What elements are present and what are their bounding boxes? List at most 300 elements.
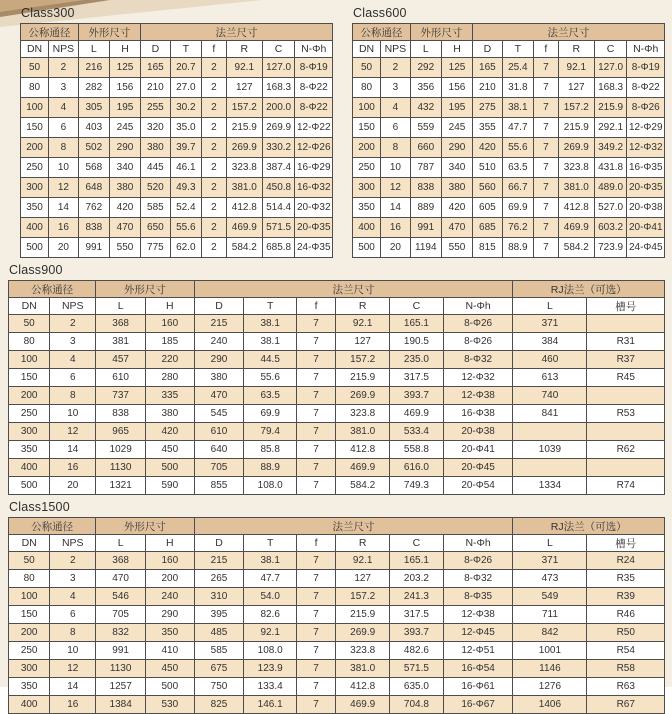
cell-d: 255 bbox=[141, 98, 171, 118]
cell-h: 350 bbox=[146, 624, 195, 642]
cell-dn: 80 bbox=[353, 78, 381, 98]
cell-r: 127 bbox=[558, 78, 594, 98]
cell-h: 125 bbox=[109, 58, 140, 78]
cell-c: 393.7 bbox=[390, 624, 444, 642]
cell-nps: 3 bbox=[50, 333, 96, 351]
cell-dn: 300 bbox=[353, 178, 381, 198]
cell-nps: 8 bbox=[50, 624, 96, 642]
column-header-t: T bbox=[170, 41, 201, 58]
cell-r: 157.2 bbox=[558, 98, 594, 118]
cell-l: 610 bbox=[96, 369, 146, 387]
cell-d: 855 bbox=[194, 477, 244, 495]
cell-h: 160 bbox=[146, 552, 195, 570]
table-row bbox=[9, 405, 665, 423]
cell-rj-l: 1039 bbox=[513, 441, 587, 459]
cell-c: 292.1 bbox=[594, 118, 627, 138]
cell-r: 323.8 bbox=[558, 158, 594, 178]
cell-l: 991 bbox=[410, 218, 441, 238]
cell-d: 640 bbox=[194, 441, 244, 459]
cell-f: 2 bbox=[201, 98, 226, 118]
cell-h: 156 bbox=[441, 78, 472, 98]
cell-f: 7 bbox=[533, 158, 558, 178]
column-group-flange-dimensions: 法兰尺寸 bbox=[194, 518, 513, 535]
cell-h: 380 bbox=[441, 178, 472, 198]
cell-dn: 200 bbox=[9, 387, 50, 405]
cell-nps: 16 bbox=[381, 218, 411, 238]
cell-t: 69.9 bbox=[502, 198, 533, 218]
column-group-flange-dimensions: 法兰尺寸 bbox=[473, 24, 665, 41]
cell-groove-no bbox=[587, 315, 665, 333]
cell-dn: 50 bbox=[353, 58, 381, 78]
cell-d: 290 bbox=[194, 351, 244, 369]
cell-l: 787 bbox=[410, 158, 441, 178]
cell-dn: 100 bbox=[9, 588, 50, 606]
cell-n-phi-h: 16-Φ29 bbox=[295, 158, 333, 178]
cell-d: 380 bbox=[141, 138, 171, 158]
cell-t: 146.1 bbox=[244, 696, 296, 714]
cell-dn: 80 bbox=[9, 570, 50, 588]
cell-dn: 400 bbox=[353, 218, 381, 238]
cell-n-phi-h: 12-Φ38 bbox=[443, 606, 513, 624]
cell-d: 355 bbox=[473, 118, 503, 138]
cell-h: 195 bbox=[441, 98, 472, 118]
column-header-f: f bbox=[533, 41, 558, 58]
cell-c: 704.8 bbox=[390, 696, 444, 714]
cell-l: 705 bbox=[96, 606, 146, 624]
cell-t: 55.6 bbox=[170, 218, 201, 238]
cell-f: 2 bbox=[201, 138, 226, 158]
cell-dn: 350 bbox=[9, 441, 50, 459]
cell-c: 241.3 bbox=[390, 588, 444, 606]
column-group-outline-dimensions: 外形尺寸 bbox=[96, 518, 194, 535]
cell-r: 127 bbox=[336, 333, 390, 351]
column-header-dn: DN bbox=[353, 41, 381, 58]
cell-f: 7 bbox=[296, 477, 335, 495]
column-header-d: D bbox=[473, 41, 503, 58]
cell-h: 280 bbox=[146, 369, 195, 387]
column-header-dn: DN bbox=[9, 298, 50, 315]
cell-groove-no bbox=[587, 459, 665, 477]
cell-r: 215.9 bbox=[336, 606, 390, 624]
table-row bbox=[353, 138, 665, 158]
column-header-n-phi-h: N-Φh bbox=[443, 535, 513, 552]
cell-groove-no bbox=[587, 423, 665, 441]
cell-r: 412.8 bbox=[336, 678, 390, 696]
table-row bbox=[9, 423, 665, 441]
table-row bbox=[21, 138, 333, 158]
cell-nps: 12 bbox=[50, 660, 96, 678]
cell-n-phi-h: 12-Φ22 bbox=[295, 118, 333, 138]
cell-d: 585 bbox=[141, 198, 171, 218]
class900-table bbox=[8, 280, 665, 495]
cell-d: 610 bbox=[194, 423, 244, 441]
cell-f: 2 bbox=[201, 238, 226, 258]
table-row bbox=[21, 98, 333, 118]
cell-f: 7 bbox=[296, 369, 335, 387]
cell-n-phi-h: 20-Φ38 bbox=[627, 198, 665, 218]
cell-d: 395 bbox=[194, 606, 244, 624]
cell-l: 568 bbox=[78, 158, 109, 178]
cell-dn: 350 bbox=[21, 198, 49, 218]
cell-dn: 400 bbox=[9, 696, 50, 714]
cell-dn: 150 bbox=[9, 369, 50, 387]
cell-nps: 4 bbox=[49, 98, 79, 118]
cell-rj-l: 740 bbox=[513, 387, 587, 405]
cell-r: 412.8 bbox=[558, 198, 594, 218]
cell-l: 381 bbox=[96, 333, 146, 351]
cell-r: 157.2 bbox=[336, 351, 390, 369]
cell-r: 584.2 bbox=[558, 238, 594, 258]
cell-d: 675 bbox=[194, 660, 244, 678]
cell-nps: 2 bbox=[50, 552, 96, 570]
cell-r: 215.9 bbox=[336, 369, 390, 387]
table-row bbox=[353, 218, 665, 238]
table-row bbox=[9, 315, 665, 333]
cell-dn: 400 bbox=[9, 459, 50, 477]
table-row bbox=[9, 570, 665, 588]
cell-r: 469.9 bbox=[336, 696, 390, 714]
cell-d: 775 bbox=[141, 238, 171, 258]
cell-t: 47.7 bbox=[502, 118, 533, 138]
cell-d: 310 bbox=[194, 588, 244, 606]
cell-t: 66.7 bbox=[502, 178, 533, 198]
cell-n-phi-h: 8-Φ26 bbox=[443, 315, 513, 333]
cell-c: 603.2 bbox=[594, 218, 627, 238]
cell-r: 412.8 bbox=[336, 441, 390, 459]
cell-l: 502 bbox=[78, 138, 109, 158]
table-title-class300: Class300 bbox=[21, 6, 75, 20]
cell-nps: 3 bbox=[381, 78, 411, 98]
cell-r: 269.9 bbox=[558, 138, 594, 158]
column-header-c: C bbox=[594, 41, 627, 58]
cell-n-phi-h: 12-Φ32 bbox=[627, 138, 665, 158]
cell-c: 533.4 bbox=[390, 423, 444, 441]
cell-groove-no: R67 bbox=[587, 696, 665, 714]
cell-d: 560 bbox=[473, 178, 503, 198]
cell-c: 317.5 bbox=[390, 606, 444, 624]
cell-h: 500 bbox=[146, 678, 195, 696]
cell-rj-l: 1406 bbox=[513, 696, 587, 714]
table-row bbox=[9, 552, 665, 570]
cell-n-phi-h: 20-Φ41 bbox=[627, 218, 665, 238]
cell-dn: 500 bbox=[21, 238, 49, 258]
cell-l: 1194 bbox=[410, 238, 441, 258]
cell-f: 7 bbox=[533, 198, 558, 218]
cell-l: 889 bbox=[410, 198, 441, 218]
column-header-groove-no: 槽号 bbox=[587, 535, 665, 552]
cell-d: 320 bbox=[141, 118, 171, 138]
cell-t: 47.7 bbox=[244, 570, 296, 588]
cell-d: 165 bbox=[473, 58, 503, 78]
cell-h: 195 bbox=[109, 98, 140, 118]
cell-f: 7 bbox=[296, 696, 335, 714]
cell-d: 485 bbox=[194, 624, 244, 642]
column-header-nps: NPS bbox=[50, 535, 96, 552]
cell-t: 44.5 bbox=[244, 351, 296, 369]
cell-nps: 12 bbox=[50, 423, 96, 441]
cell-t: 35.0 bbox=[170, 118, 201, 138]
cell-l: 305 bbox=[78, 98, 109, 118]
cell-r: 92.1 bbox=[226, 58, 262, 78]
cell-c: 349.2 bbox=[594, 138, 627, 158]
cell-f: 7 bbox=[533, 98, 558, 118]
cell-nps: 6 bbox=[381, 118, 411, 138]
cell-c: 200.0 bbox=[262, 98, 295, 118]
cell-f: 7 bbox=[296, 606, 335, 624]
cell-n-phi-h: 20-Φ32 bbox=[295, 198, 333, 218]
cell-c: 558.8 bbox=[390, 441, 444, 459]
cell-t: 76.2 bbox=[502, 218, 533, 238]
cell-dn: 150 bbox=[9, 606, 50, 624]
cell-d: 825 bbox=[194, 696, 244, 714]
cell-dn: 50 bbox=[9, 552, 50, 570]
cell-t: 82.6 bbox=[244, 606, 296, 624]
cell-f: 2 bbox=[201, 78, 226, 98]
column-header-d: D bbox=[194, 535, 244, 552]
cell-groove-no: R53 bbox=[587, 405, 665, 423]
column-header-l: L bbox=[78, 41, 109, 58]
cell-rj-l bbox=[513, 459, 587, 477]
cell-h: 245 bbox=[441, 118, 472, 138]
cell-rj-l: 549 bbox=[513, 588, 587, 606]
cell-nps: 4 bbox=[381, 98, 411, 118]
cell-nps: 4 bbox=[50, 351, 96, 369]
cell-r: 381.0 bbox=[336, 660, 390, 678]
column-group-nominal-diameter: 公称通径 bbox=[9, 518, 96, 535]
cell-dn: 80 bbox=[21, 78, 49, 98]
cell-h: 125 bbox=[441, 58, 472, 78]
cell-d: 265 bbox=[194, 570, 244, 588]
cell-t: 27.0 bbox=[170, 78, 201, 98]
cell-d: 445 bbox=[141, 158, 171, 178]
cell-c: 235.0 bbox=[390, 351, 444, 369]
table-row bbox=[353, 118, 665, 138]
cell-rj-l: 842 bbox=[513, 624, 587, 642]
cell-n-phi-h: 12-Φ32 bbox=[443, 369, 513, 387]
column-header-c: C bbox=[262, 41, 295, 58]
column-header-nps: NPS bbox=[381, 41, 411, 58]
cell-h: 420 bbox=[109, 198, 140, 218]
cell-h: 156 bbox=[109, 78, 140, 98]
cell-c: 571.5 bbox=[262, 218, 295, 238]
cell-r: 323.8 bbox=[226, 158, 262, 178]
cell-c: 269.9 bbox=[262, 118, 295, 138]
cell-dn: 250 bbox=[9, 642, 50, 660]
cell-dn: 500 bbox=[353, 238, 381, 258]
cell-r: 127 bbox=[336, 570, 390, 588]
cell-groove-no: R62 bbox=[587, 441, 665, 459]
cell-c: 127.0 bbox=[262, 58, 295, 78]
table-row bbox=[9, 678, 665, 696]
cell-rj-l: 371 bbox=[513, 552, 587, 570]
cell-dn: 250 bbox=[21, 158, 49, 178]
cell-c: 450.8 bbox=[262, 178, 295, 198]
cell-h: 245 bbox=[109, 118, 140, 138]
table-row bbox=[9, 660, 665, 678]
cell-n-phi-h: 20-Φ54 bbox=[443, 477, 513, 495]
cell-h: 185 bbox=[146, 333, 195, 351]
column-header-l: L bbox=[96, 535, 146, 552]
class900-section bbox=[8, 263, 665, 495]
cell-h: 200 bbox=[146, 570, 195, 588]
cell-t: 46.1 bbox=[170, 158, 201, 178]
column-header-t: T bbox=[502, 41, 533, 58]
cell-c: 469.9 bbox=[390, 405, 444, 423]
cell-h: 340 bbox=[109, 158, 140, 178]
cell-l: 559 bbox=[410, 118, 441, 138]
cell-rj-l: 1276 bbox=[513, 678, 587, 696]
column-group-nominal-diameter: 公称通径 bbox=[21, 24, 79, 41]
cell-h: 410 bbox=[146, 642, 195, 660]
cell-n-phi-h: 8-Φ22 bbox=[295, 98, 333, 118]
table-row bbox=[9, 624, 665, 642]
cell-nps: 14 bbox=[381, 198, 411, 218]
cell-r: 381.0 bbox=[558, 178, 594, 198]
cell-t: 63.5 bbox=[502, 158, 533, 178]
column-header-n-phi-h: N-Φh bbox=[443, 298, 513, 315]
class1500-section bbox=[8, 500, 665, 714]
column-header-dn: DN bbox=[9, 535, 50, 552]
cell-l: 282 bbox=[78, 78, 109, 98]
cell-f: 7 bbox=[296, 405, 335, 423]
cell-f: 7 bbox=[296, 423, 335, 441]
cell-dn: 200 bbox=[9, 624, 50, 642]
cell-nps: 12 bbox=[381, 178, 411, 198]
table-row bbox=[353, 78, 665, 98]
cell-d: 520 bbox=[141, 178, 171, 198]
table-row bbox=[353, 238, 665, 258]
cell-t: 38.1 bbox=[502, 98, 533, 118]
cell-l: 1130 bbox=[96, 459, 146, 477]
column-group-flange-dimensions: 法兰尺寸 bbox=[194, 281, 513, 298]
cell-f: 7 bbox=[533, 138, 558, 158]
table-title-class600: Class600 bbox=[353, 6, 407, 20]
column-group-rj-flange-optional: RJ法兰（可选） bbox=[513, 281, 665, 298]
cell-dn: 250 bbox=[353, 158, 381, 178]
table-row bbox=[21, 218, 333, 238]
cell-c: 127.0 bbox=[594, 58, 627, 78]
table-row bbox=[9, 351, 665, 369]
cell-dn: 100 bbox=[21, 98, 49, 118]
cell-groove-no: R63 bbox=[587, 678, 665, 696]
cell-l: 648 bbox=[78, 178, 109, 198]
column-header-f: f bbox=[296, 535, 335, 552]
cell-r: 269.9 bbox=[226, 138, 262, 158]
cell-h: 290 bbox=[109, 138, 140, 158]
cell-l: 292 bbox=[410, 58, 441, 78]
cell-n-phi-h: 12-Φ29 bbox=[627, 118, 665, 138]
cell-f: 7 bbox=[296, 315, 335, 333]
cell-l: 457 bbox=[96, 351, 146, 369]
column-header-n-phi-h: N-Φh bbox=[295, 41, 333, 58]
cell-r: 92.1 bbox=[558, 58, 594, 78]
cell-nps: 20 bbox=[50, 477, 96, 495]
cell-nps: 10 bbox=[50, 405, 96, 423]
cell-n-phi-h: 8-Φ22 bbox=[627, 78, 665, 98]
cell-r: 92.1 bbox=[336, 552, 390, 570]
cell-n-phi-h: 12-Φ51 bbox=[443, 642, 513, 660]
cell-r: 215.9 bbox=[226, 118, 262, 138]
cell-f: 7 bbox=[296, 570, 335, 588]
cell-groove-no: R37 bbox=[587, 351, 665, 369]
cell-n-phi-h: 12-Φ38 bbox=[443, 387, 513, 405]
cell-l: 432 bbox=[410, 98, 441, 118]
column-header-h: H bbox=[109, 41, 140, 58]
top-tables-row bbox=[0, 0, 672, 258]
table-row bbox=[353, 98, 665, 118]
cell-h: 160 bbox=[146, 315, 195, 333]
cell-t: 108.0 bbox=[244, 642, 296, 660]
cell-dn: 300 bbox=[21, 178, 49, 198]
cell-d: 585 bbox=[194, 642, 244, 660]
cell-l: 762 bbox=[78, 198, 109, 218]
cell-c: 482.6 bbox=[390, 642, 444, 660]
cell-f: 7 bbox=[296, 351, 335, 369]
cell-dn: 50 bbox=[9, 315, 50, 333]
cell-f: 2 bbox=[201, 178, 226, 198]
cell-c: 514.4 bbox=[262, 198, 295, 218]
cell-l: 737 bbox=[96, 387, 146, 405]
column-group-flange-dimensions: 法兰尺寸 bbox=[141, 24, 333, 41]
cell-l: 1257 bbox=[96, 678, 146, 696]
cell-t: 25.4 bbox=[502, 58, 533, 78]
cell-rj-l: 841 bbox=[513, 405, 587, 423]
cell-nps: 12 bbox=[49, 178, 79, 198]
cell-r: 323.8 bbox=[336, 642, 390, 660]
table-row bbox=[353, 158, 665, 178]
cell-c: 165.1 bbox=[390, 552, 444, 570]
cell-l: 991 bbox=[78, 238, 109, 258]
cell-nps: 2 bbox=[50, 315, 96, 333]
cell-dn: 500 bbox=[9, 477, 50, 495]
cell-h: 500 bbox=[146, 459, 195, 477]
cell-t: 85.8 bbox=[244, 441, 296, 459]
cell-d: 545 bbox=[194, 405, 244, 423]
cell-rj-l: 1146 bbox=[513, 660, 587, 678]
column-header-d: D bbox=[194, 298, 244, 315]
cell-n-phi-h: 8-Φ32 bbox=[443, 351, 513, 369]
cell-groove-no: R39 bbox=[587, 588, 665, 606]
cell-h: 530 bbox=[146, 696, 195, 714]
column-header-h: H bbox=[441, 41, 472, 58]
cell-f: 7 bbox=[296, 660, 335, 678]
cell-rj-l: 384 bbox=[513, 333, 587, 351]
cell-nps: 6 bbox=[50, 606, 96, 624]
cell-d: 685 bbox=[473, 218, 503, 238]
cell-r: 215.9 bbox=[558, 118, 594, 138]
cell-d: 215 bbox=[194, 552, 244, 570]
cell-n-phi-h: 20-Φ45 bbox=[443, 459, 513, 477]
cell-r: 92.1 bbox=[336, 315, 390, 333]
cell-rj-l: 613 bbox=[513, 369, 587, 387]
cell-f: 7 bbox=[296, 333, 335, 351]
cell-nps: 6 bbox=[50, 369, 96, 387]
cell-f: 7 bbox=[533, 178, 558, 198]
cell-nps: 16 bbox=[50, 459, 96, 477]
class600-section bbox=[352, 6, 665, 258]
cell-r: 323.8 bbox=[336, 405, 390, 423]
cell-rj-l bbox=[513, 423, 587, 441]
cell-f: 7 bbox=[533, 238, 558, 258]
cell-d: 210 bbox=[141, 78, 171, 98]
cell-t: 55.6 bbox=[244, 369, 296, 387]
column-group-outline-dimensions: 外形尺寸 bbox=[96, 281, 194, 298]
cell-nps: 8 bbox=[381, 138, 411, 158]
cell-l: 660 bbox=[410, 138, 441, 158]
cell-c: 168.3 bbox=[262, 78, 295, 98]
table-row bbox=[9, 642, 665, 660]
cell-t: 30.2 bbox=[170, 98, 201, 118]
